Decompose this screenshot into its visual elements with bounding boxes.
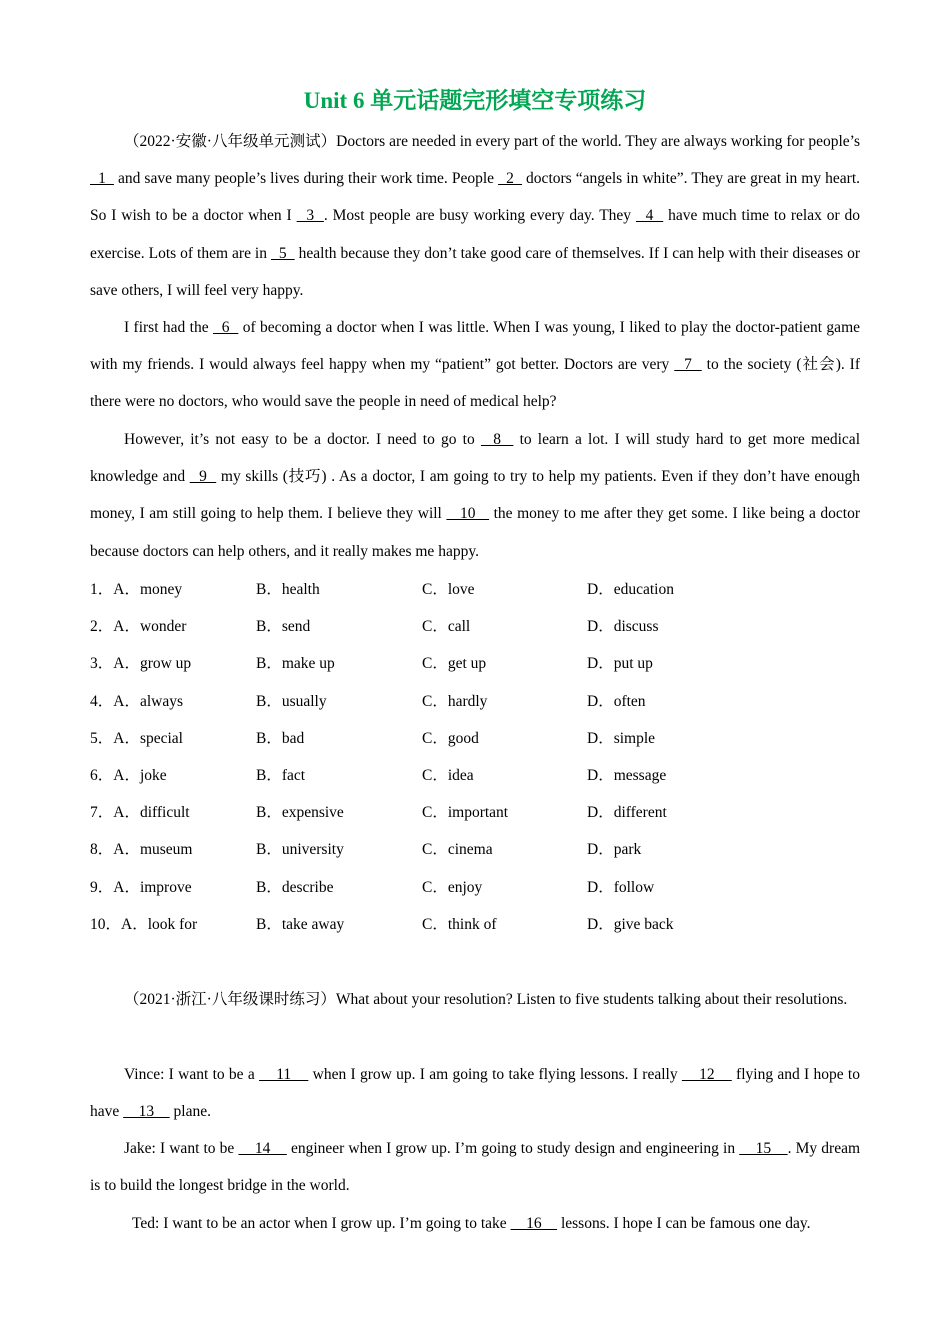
blank-13[interactable]: 13 (123, 1103, 170, 1121)
page-title: Unit 6 单元话题完形填空专项练习 (303, 88, 647, 113)
option-c[interactable]: C．important (422, 804, 509, 822)
blank-3[interactable]: 3 (296, 207, 324, 225)
option-row (90, 608, 860, 645)
option-row (90, 757, 860, 794)
option-d[interactable]: D．follow (587, 878, 655, 896)
blank-6[interactable]: 6 (213, 319, 239, 336)
option-row (90, 571, 860, 608)
source-label: （2022·安徽·八年级单元测试） (124, 133, 337, 150)
answer-options (90, 571, 860, 943)
option-a[interactable]: 4．A．always (90, 692, 183, 710)
passage2-intro: （2021·浙江·八年级课时练习）What about your resolution? Listen to five students talking about their resolutions. (124, 991, 848, 1008)
option-b[interactable]: B．fact (256, 766, 306, 784)
option-a[interactable]: 10．A．look for (90, 915, 198, 933)
blank-9[interactable]: 9 (189, 468, 217, 486)
option-c[interactable]: C．love (422, 581, 475, 598)
option-b[interactable]: B．health (256, 581, 320, 598)
option-c[interactable]: C．cinema (422, 841, 493, 859)
option-d[interactable]: D．give back (587, 915, 674, 933)
option-d[interactable]: D．different (587, 804, 667, 822)
option-b[interactable]: B．send (256, 618, 311, 636)
option-c[interactable]: C．idea (422, 766, 474, 784)
passage2-vince: Vince: I want to be a 11 when I grow up. I am going to take flying lessons. I really 12 flying and I hope to have 13 plane. (90, 1066, 860, 1121)
option-c[interactable]: C．hardly (422, 692, 488, 710)
passage1-paragraph2: I first had the 6 of becoming a doctor when I was little. When I was young, I liked to play the doctor-patient game with my friends. I would always feel happy when my “patient” got better. Doctors are very 7 to the society (社会). If there were no doctors, who would save the people in need of medical help? (90, 319, 861, 411)
option-a[interactable]: 1．A．money (90, 581, 183, 598)
option-c[interactable]: C．enjoy (422, 878, 483, 896)
option-row (90, 645, 860, 682)
blank-2[interactable]: 2 (498, 170, 523, 188)
blank-5[interactable]: 5 (270, 244, 295, 262)
option-a[interactable]: 5．A．special (90, 729, 183, 747)
blank-10[interactable]: 10 (446, 505, 490, 523)
option-d[interactable]: D．often (587, 692, 646, 710)
blank-16[interactable]: 16 (510, 1215, 558, 1232)
option-d[interactable]: D．simple (587, 729, 656, 747)
option-row (90, 794, 860, 831)
blank-4[interactable]: 4 (635, 207, 664, 225)
option-c[interactable]: C．good (422, 729, 479, 747)
blank-8[interactable]: 8 (480, 431, 514, 448)
option-b[interactable]: B．usually (256, 692, 327, 710)
option-c[interactable]: C．get up (422, 655, 487, 673)
option-c[interactable]: C．think of (422, 915, 497, 933)
option-d[interactable]: D．message (587, 766, 667, 784)
passage2-ted: Ted: I want to be an actor when I grow up. I’m going to take 16 lessons. I hope I can be famous one day. (132, 1215, 811, 1232)
option-c[interactable]: C．call (422, 618, 471, 636)
option-b[interactable]: B．take away (256, 915, 345, 933)
option-d[interactable]: D．put up (587, 655, 653, 673)
option-d[interactable]: D．discuss (587, 618, 659, 636)
blank-7[interactable]: 7 (674, 356, 702, 374)
blank-12[interactable]: 12 (681, 1066, 732, 1083)
option-a[interactable]: 3．A．grow up (90, 655, 192, 673)
option-b[interactable]: B．make up (256, 655, 335, 673)
option-row (90, 869, 860, 906)
passage1-paragraph3: However, it’s not easy to be a doctor. I need to go to 8 to learn a lot. I will study hard to get more medical knowledge and 9 my skills (技巧) . As a doctor, I am going to try to help my patients. Even if they don’t have enough money, I am still going to help them. I believe they will 10 the money to me after they get some. I like being a doctor because doctors can help others, and it really makes me happy. (90, 431, 861, 560)
passage2-jake: Jake: I want to be 14 engineer when I grow up. I’m going to study design and engineering in 15 . My dream is to build the longest bridge in the world. (90, 1140, 861, 1195)
option-b[interactable]: B．bad (256, 729, 305, 747)
blank-11[interactable]: 11 (259, 1066, 309, 1083)
option-b[interactable]: B．university (256, 841, 344, 859)
option-a[interactable]: 6．A．joke (90, 766, 167, 784)
option-row (90, 831, 860, 868)
option-a[interactable]: 9．A．improve (90, 878, 192, 896)
option-b[interactable]: B．describe (256, 878, 334, 896)
passage1-paragraph1: （2022·安徽·八年级单元测试）Doctors are needed in every part of the world. They are always working for people’s 1 and save many people’s lives during their work time. People 2 doctors “angels in white”. They are great in my heart. So I wish to be a doctor when I 3 . Most people are busy working every day. They 4 have much time to relax or do exercise. Lots of them are in 5 health because they don’t take good care of themselves. If I can help with their diseases or save others, I will feel very happy. (90, 133, 861, 299)
option-a[interactable]: 8．A．museum (90, 841, 193, 859)
blank-1[interactable]: 1 (90, 170, 114, 188)
option-row (90, 906, 860, 943)
option-row (90, 720, 860, 757)
blank-14[interactable]: 14 (238, 1140, 287, 1157)
option-a[interactable]: 2．A．wonder (90, 618, 187, 636)
option-d[interactable]: D．education (587, 581, 674, 598)
option-d[interactable]: D．park (587, 841, 642, 859)
blank-15[interactable]: 15 (739, 1140, 788, 1157)
option-row (90, 683, 860, 720)
option-a[interactable]: 7．A．difficult (90, 804, 190, 822)
option-b[interactable]: B．expensive (256, 804, 344, 822)
source-label: （2021·浙江·八年级课时练习） (124, 991, 336, 1008)
